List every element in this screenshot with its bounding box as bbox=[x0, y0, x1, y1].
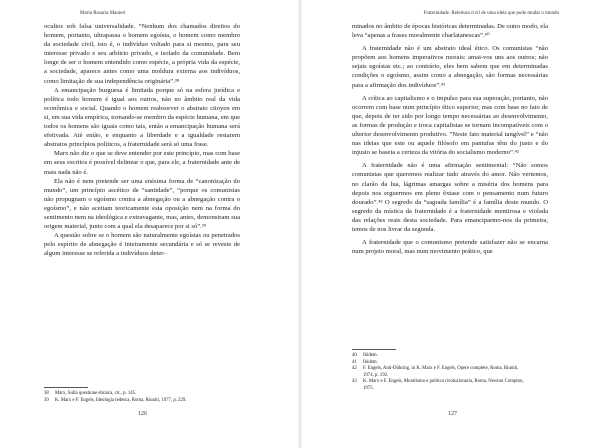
footnote-continuation: 1975. bbox=[363, 385, 374, 391]
footnote-continuation: 1974, p. 192. bbox=[363, 372, 389, 378]
paragraph: Ela não é nem pretende ser uma enésima forma de “canonização do mundo”, um princípio ascético de “santidade”, “porque os comunistas não propugnam o egoísmo contra a abnegação ou a abnegação contra o egoísmo”, e não aceitam teoricamente esta oposição nem na forma do sentimento nem na ideológica e extravagante, mas, antes, demonstram sua origem material, junto com a qual ela desaparece por si só”.³⁹ bbox=[44, 177, 240, 231]
page-number-left: 126 bbox=[138, 411, 147, 417]
paragraph: A questão sobre se o homem são naturalmente egoístas ou penetrados pelo espírito de abnegação é inteiramente secundária e só se reveste de algum interesse se referida a indivíduos deter- bbox=[44, 232, 240, 258]
paragraph: A emancipação burguesa é limitada porque só na esfera jurídica e política todo homem é igual aos outros, não no âmbito real da vida econômica e social. Quando o homem reabsorver o abstrato citoyen em si, em sua vida empírica, tornando-se membro da espécie humana, em que todos os homens são iguais como tais, então a emancipação humana será efetivada. Até então, e enquanto a liberdade e a igualdade restarem abstratos princípios políticos, a fraternidade será só uma frase. bbox=[44, 86, 240, 149]
running-head-right: Fraternidade. Releitura civil de uma ideia que pode mudar o mundo bbox=[423, 11, 559, 16]
paragraph: A fraternidade que o comunismo pretende satisfazer não se encarna num projeto moral, mas num movimento prático, que bbox=[352, 239, 548, 256]
footnote: 43 K. Marx e F. Engels, Moralismo e politica rivoluzionaria, Roma, Newton Compton, bbox=[352, 379, 524, 385]
paragraph: Marx não diz o que se deve entender por este princípio, mas com base em seus escritos é possível delinear o que, para ele, a fraternidade ante de mais nada não é. bbox=[44, 150, 240, 176]
page-number-right: 127 bbox=[448, 411, 457, 417]
right-body-text bbox=[352, 22, 548, 256]
left-body-text bbox=[44, 22, 240, 258]
paragraph: A fraternidade não é um abstrato ideal ético. Os comunistas “não propõem aos homens imperativos morais: amai-vos uns aos outros; não sejais egoístas etc.; ao contrário, eles bem sabem que em determinadas condições o egoísmo, assim como a abnegação, são formas necessárias para a afirmação dos indivíduos”.⁴¹ bbox=[352, 45, 548, 89]
running-head-left: Maria Rosaria Manieri bbox=[80, 11, 126, 16]
footnote: 40 Ibidem. bbox=[352, 353, 378, 358]
footnote: 39 K. Marx e F. Engels, Ideologia tedesca, Roma, Riuniti, 1977, p. 229. bbox=[44, 397, 187, 403]
footnote-divider bbox=[44, 387, 88, 388]
left-footnotes bbox=[44, 387, 240, 404]
footnote: 41 Ibidem. bbox=[352, 359, 378, 365]
paragraph: ocultos sob falsa universalidade. “Nenhum dos chamados direitos do homem, portanto, ultrapassa o homem egoísta, o homem como membro da sociedade civil, isto é, o indivíduo voltado para si mesmo, para seu interesse privado e seu arbítrio privado, e isolado da comunidade. Bem longe de ser o homem entendido como espécie, a própria vida da espécie, a sociedade, aparece antes como uma moldura externa aos indivíduos, como limitação de sua independência originária”.³⁸ bbox=[44, 23, 240, 85]
right-page bbox=[300, 0, 600, 448]
paragraph: minados no âmbito de épocas históricas determinadas. De outro modo, ela leva “apenas a frases moralmente charlatanescas”.⁴⁰ bbox=[352, 23, 548, 40]
right-footnotes bbox=[352, 349, 548, 393]
paragraph: A fraternidade não é uma afirmação sentimental: “Não somos comunistas que queremos realizar tudo através do amor. Não vertemos, no clarão da lua, lágrimas amargas sobre a miséria dos homens para depois nos erguermos em pleno êxtase com o pensamento num futuro dourado”.⁴³ O segredo da “sagrada família” é a família deste mundo. O segredo da mística da fraternidade é a fraternidade mentirosa e violada das relações reais desta sociedade. Para emanciparmo-nos da primeira, temos de nos livrar da segunda. bbox=[352, 162, 548, 233]
footnote-divider bbox=[352, 349, 396, 350]
paragraph: A crítica ao capitalismo e o impulso para sua superação, portanto, não ocorrem com base num princípio ético superior, mas com base no fato de que, depois de ter sido por longo tempo necessárias ao desenvolvimento, as formas de produção e troca capitalistas se tornam incompatíveis com o ulterior desenvolvimento produtivo. “Neste fato material tangível” e “não nas ideias que este ou aquele filósofo em pantufas têm do justo e do injusto se baseia a certeza da vitória do socialismo moderno”.⁴² bbox=[352, 94, 548, 157]
footnote: 42 F. Engels, Anti-Dühring, in K. Marx e F. Engels, Opere complete, Roma, Riuniti, bbox=[352, 366, 519, 372]
footnote: 38 Marx, Sulla questione ebraica, cit., p. 145. bbox=[44, 391, 137, 396]
